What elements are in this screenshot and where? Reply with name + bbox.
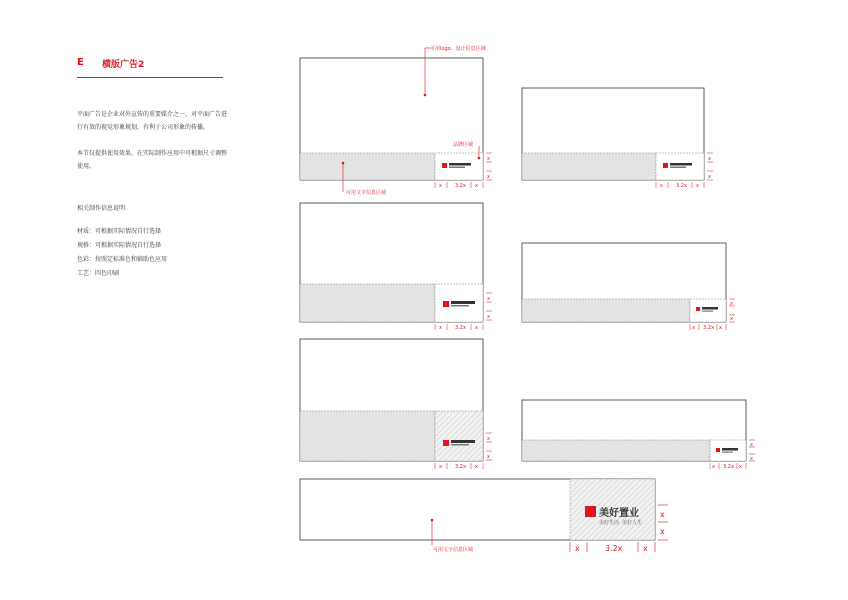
- svg-text:3.2x: 3.2x: [455, 183, 466, 189]
- svg-text:3.2x: 3.2x: [723, 464, 734, 470]
- svg-text:x: x: [660, 183, 663, 189]
- callout-text-area-bottom: 可用文字信息区域: [433, 547, 474, 553]
- svg-text:x: x: [730, 301, 733, 307]
- svg-text:x: x: [475, 183, 478, 189]
- svg-text:x: x: [708, 156, 711, 162]
- callout-brand-area: 品牌区域: [453, 142, 474, 148]
- svg-text:x: x: [750, 442, 753, 448]
- intro-paragraph-2: 本节仅提供使用效果，在实际制作应用中可根据尺寸调整使用。: [77, 150, 228, 170]
- svg-text:x: x: [708, 174, 711, 180]
- svg-text:x: x: [487, 296, 490, 302]
- ad-layout-2: [522, 88, 713, 189]
- ad-layout-5: [300, 339, 492, 470]
- svg-text:3.2x: 3.2x: [676, 183, 687, 189]
- ad-layout-3: [300, 203, 492, 331]
- svg-text:x: x: [730, 316, 733, 322]
- svg-text:x: x: [487, 454, 490, 460]
- svg-text:x: x: [712, 464, 715, 470]
- svg-text:3.2x: 3.2x: [703, 325, 714, 331]
- spec-process: 工艺：四色印刷: [77, 270, 120, 277]
- svg-text:x: x: [475, 464, 478, 470]
- spec-size: 规格：可根据实际情况自行选择: [77, 242, 162, 249]
- svg-text:x: x: [439, 183, 442, 189]
- svg-text:x: x: [719, 325, 722, 331]
- svg-text:x: x: [692, 325, 695, 331]
- svg-text:美好人生: 美好人生: [622, 520, 643, 526]
- svg-text:x: x: [643, 544, 648, 553]
- svg-text:3.2x: 3.2x: [455, 464, 466, 470]
- svg-text:x: x: [487, 436, 490, 442]
- callout-logo-area: 可用logo、设计信息区域: [430, 46, 486, 52]
- svg-text:x: x: [487, 174, 490, 180]
- section-title: 横版广告2: [102, 60, 145, 70]
- svg-text:3.2x: 3.2x: [605, 544, 623, 553]
- svg-text:x: x: [696, 183, 699, 189]
- spec-color: 色彩：按照定标准色和辅助色应用: [77, 256, 168, 263]
- svg-text:x: x: [660, 510, 665, 519]
- svg-text:美好置业: 美好置业: [599, 508, 639, 519]
- svg-text:x: x: [439, 464, 442, 470]
- callout-text-area: 可用文字信息区域: [346, 190, 387, 196]
- svg-text:x: x: [487, 314, 490, 320]
- ad-layout-6: [522, 400, 755, 470]
- ad-layout-1: [300, 45, 492, 196]
- svg-text:x: x: [750, 456, 753, 462]
- svg-text:x: x: [660, 527, 665, 536]
- svg-text:x: x: [575, 544, 580, 553]
- svg-text:美好生活: 美好生活: [599, 520, 620, 526]
- intro-paragraph-1: 平面广告是企业对外宣传的重要媒介之一，对平面广告进行有效的视觉形象规划，有利于公司形象的传播。: [77, 111, 228, 131]
- svg-text:x: x: [739, 464, 742, 470]
- ad-layout-4: [522, 243, 735, 331]
- section-letter: E: [77, 57, 84, 68]
- svg-text:x: x: [439, 325, 442, 331]
- svg-text:3.2x: 3.2x: [455, 325, 466, 331]
- specs-heading: 相关制作信息说明: [77, 205, 126, 212]
- svg-text:x: x: [487, 156, 490, 162]
- ad-layout-7: [300, 479, 668, 553]
- spec-material: 材质：可根据实际情况自行选择: [77, 228, 162, 235]
- svg-text:x: x: [475, 325, 478, 331]
